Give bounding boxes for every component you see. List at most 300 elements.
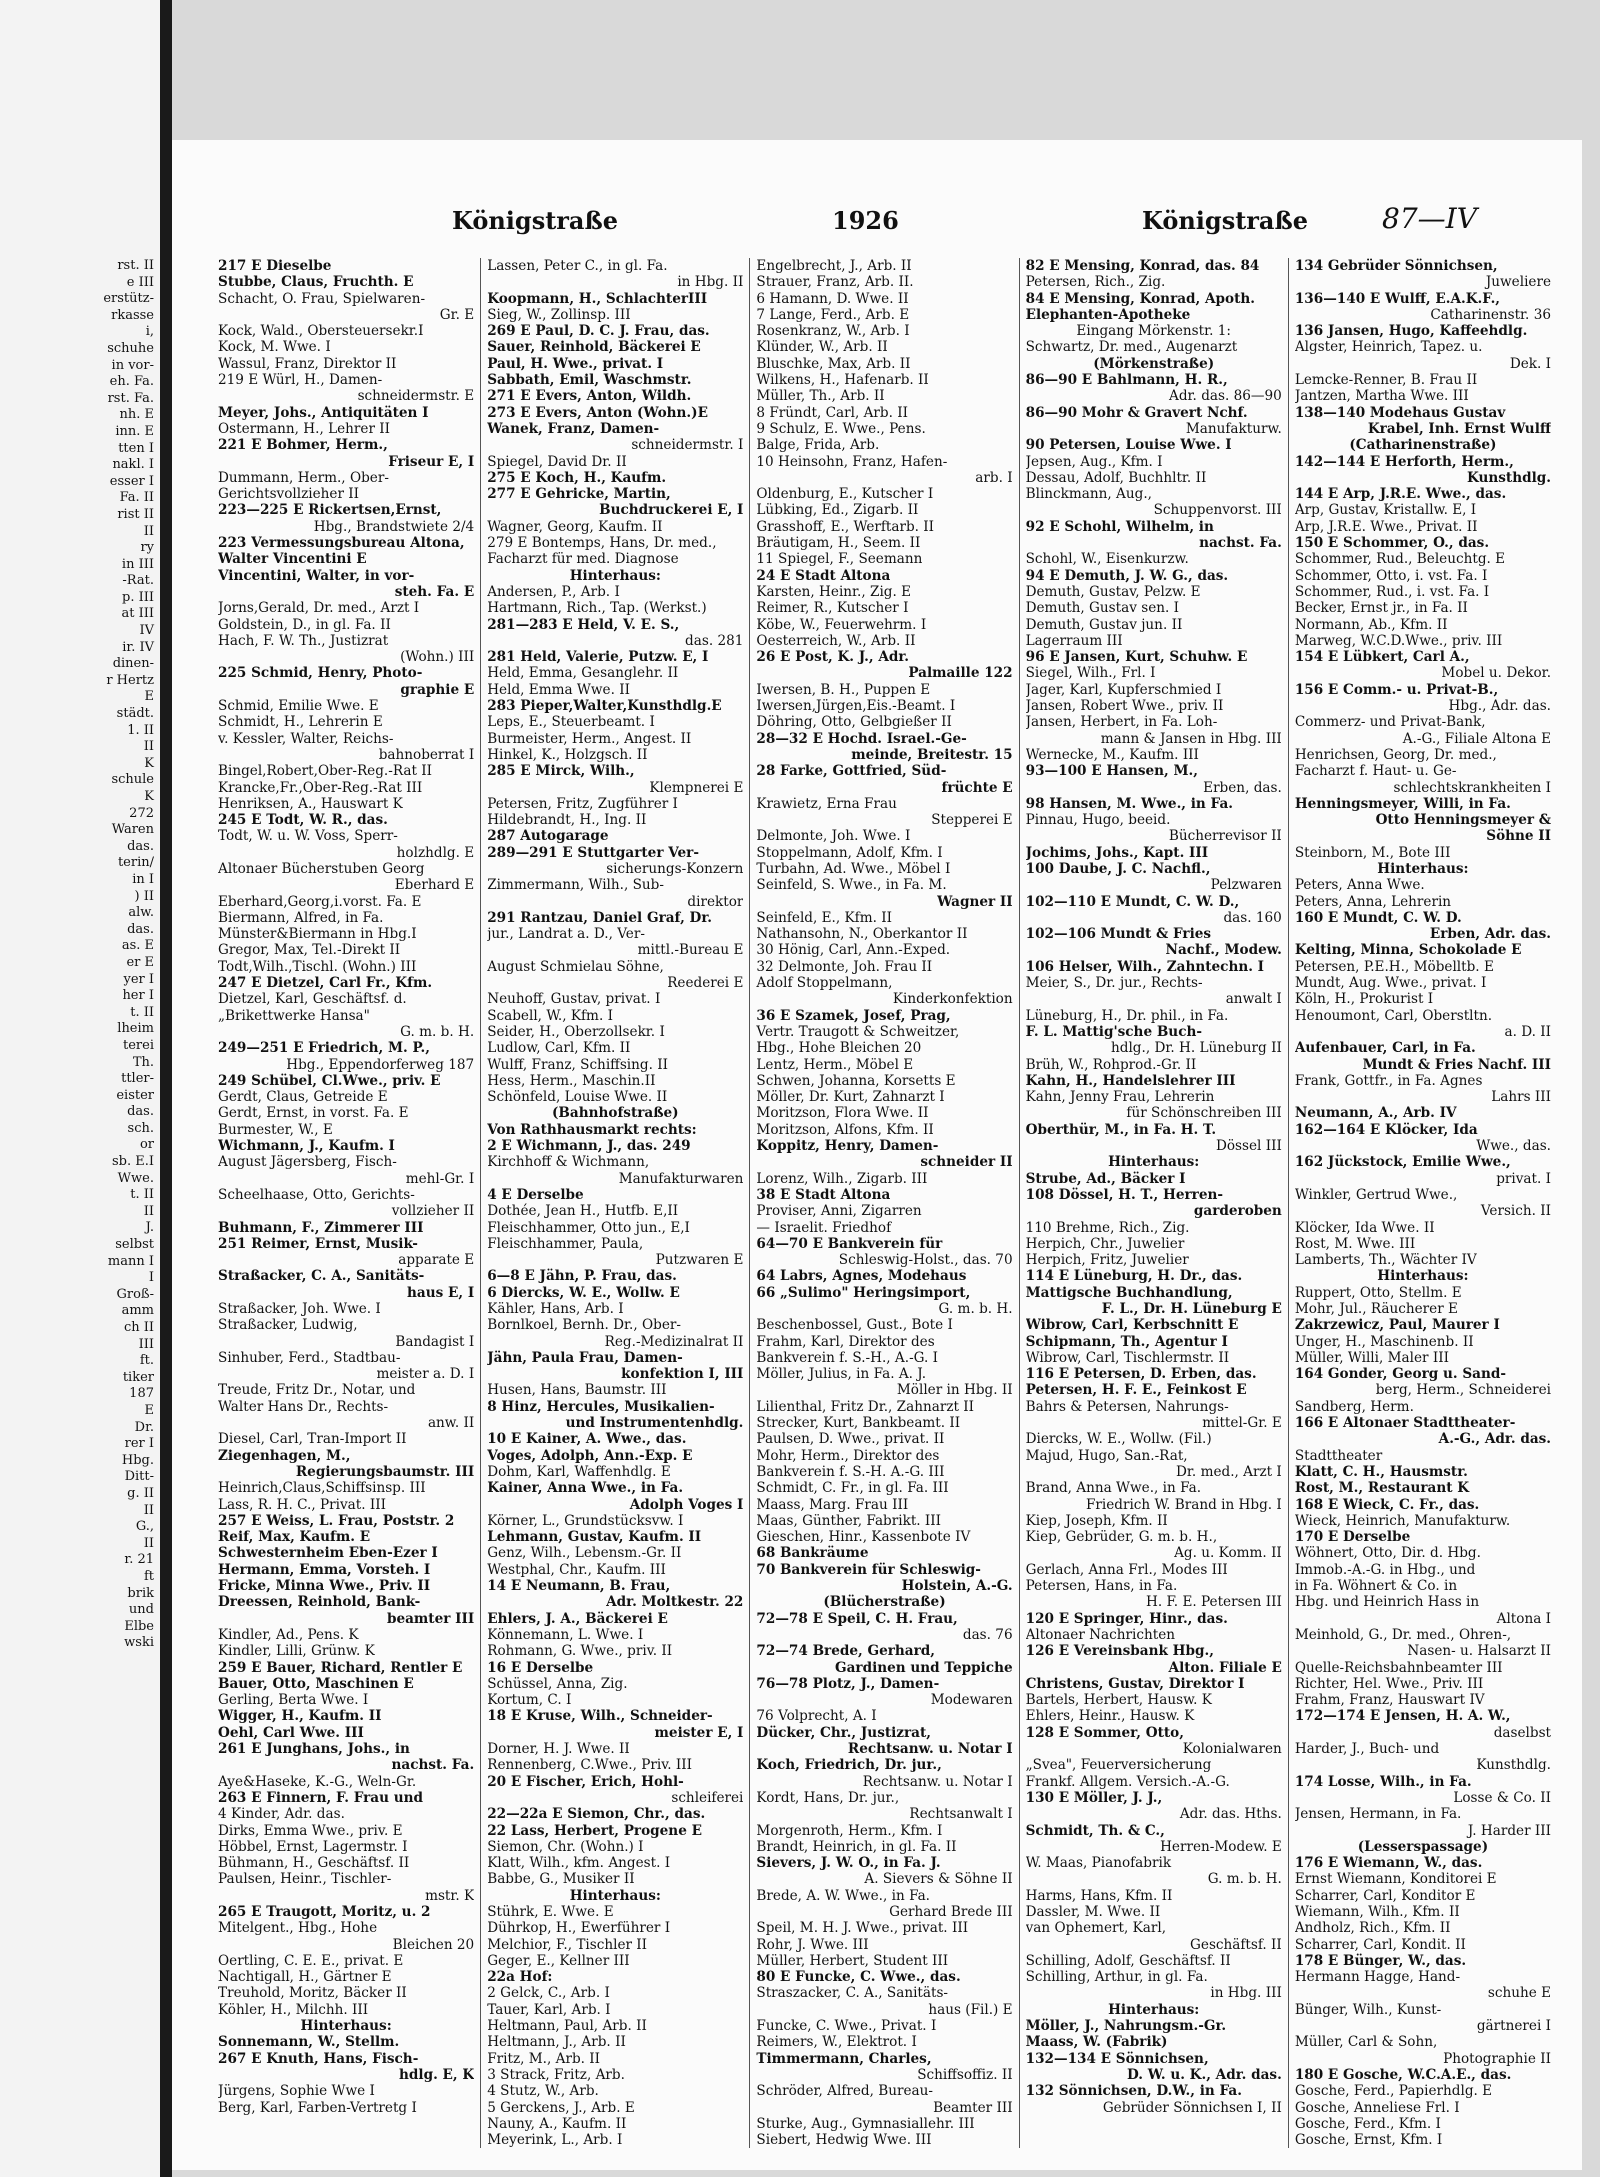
directory-entry: 30 Hönig, Carl, Ann.-Exped.: [756, 942, 951, 959]
directory-entry: Hinterhaus:: [1377, 860, 1469, 877]
directory-entry: 251 Reimer, Ernst, Musik-: [218, 1235, 418, 1252]
directory-entry: meinde, Breitestr. 15: [851, 746, 1013, 763]
directory-entry: Hbg. und Heinrich Hass in: [1294, 1594, 1480, 1611]
directory-entry: Bankverein f. S.-H., A.-G. I: [756, 1349, 939, 1366]
directory-entry: Husen, Hans, Baumstr. III: [487, 1382, 667, 1399]
directory-entry: Balge, Frida, Arb.: [756, 437, 880, 454]
directory-entry: Babbe, G., Musiker II: [487, 1871, 635, 1888]
fragment-line: g. II: [127, 1485, 154, 1501]
fragment-line: und: [128, 1602, 154, 1618]
column-2: [481, 258, 750, 2148]
directory-entry: Jensen, Hermann, in Fa.: [1294, 1806, 1462, 1823]
fragment-line: alw.: [128, 905, 154, 921]
directory-entry: Winkler, Gertrud Wwe.,: [1294, 1186, 1458, 1203]
fragment-line: rist II: [117, 506, 154, 522]
fragment-line: in vor-: [111, 357, 154, 373]
directory-entry: Diercks, W. E., Wollw. (Fil.): [1025, 1431, 1212, 1448]
directory-entry: Wibrow, Carl, Kerbschnitt E: [1025, 1317, 1239, 1334]
directory-entry: 64 Labrs, Agnes, Modehaus: [756, 1268, 967, 1285]
directory-entry: apparate E: [398, 1252, 475, 1269]
directory-entry: mann & Jansen in Hbg. III: [1100, 730, 1282, 747]
directory-entry: 108 Dössel, H. T., Herren-: [1025, 1186, 1224, 1203]
directory-entry: 76—78 Plotz, J., Damen-: [756, 1675, 940, 1692]
directory-entry: Dr. med., Arzt I: [1176, 1463, 1282, 1480]
directory-entry: 132 Sönnichsen, D.W., in Fa.: [1025, 2083, 1242, 2100]
directory-entry: — Israelit. Friedhof: [756, 1219, 892, 1236]
directory-entry: Mohr, Jul., Räucherer E: [1294, 1301, 1458, 1317]
directory-entry: Kindler, Lilli, Grünw. K: [218, 1643, 375, 1660]
directory-entry: Hbg., Brandstwiete 2/4: [313, 518, 475, 535]
directory-entry: Von Rathhausmarkt rechts:: [487, 1121, 697, 1138]
directory-entry: a. D. II: [1504, 1023, 1552, 1040]
directory-entry: in Hbg. II: [677, 274, 744, 291]
directory-entry: Lagerraum III: [1025, 632, 1123, 649]
directory-entry: Peters, Anna, Lehrerin: [1294, 893, 1452, 910]
directory-entry: Spiegel, David Dr. II: [487, 453, 627, 470]
fragment-line: tiker: [122, 1369, 154, 1385]
directory-entry: Strauer, Franz, Arb. II.: [756, 274, 914, 291]
directory-entry: Könnemann, L. Wwe. I: [487, 1626, 644, 1643]
directory-entry: Paulsen, Heinr., Tischler-: [218, 1871, 392, 1888]
directory-entry: Jochims, Johs., Kapt. III: [1025, 844, 1209, 861]
directory-entry: Jürgens, Sophie Wwe I: [218, 2083, 375, 2100]
directory-entry: 257 E Weiss, L. Frau, Poststr. 2: [218, 1512, 455, 1529]
fragment-line: das.: [127, 921, 154, 937]
directory-entry: Oertling, C. E. E., privat. E: [218, 1952, 404, 1969]
fragment-line: eister: [116, 1087, 154, 1103]
directory-entry: Höbbel, Ernst, Lagermstr. I: [218, 1838, 408, 1855]
directory-entry: Facharzt f. Haut- u. Ge-: [1294, 763, 1457, 780]
directory-entry: schleiferei: [671, 1789, 744, 1806]
directory-entry: Held, Emma, Gesanglehr. II: [487, 665, 679, 682]
directory-entry: 4 E Derselbe: [487, 1186, 584, 1203]
directory-entry: Münster&Biermann in Hbg.I: [218, 926, 417, 943]
directory-entry: Klöcker, Ida Wwe. II: [1294, 1219, 1435, 1236]
directory-entry: 102—106 Mundt & Fries: [1025, 926, 1212, 943]
street-name-left: Königstraße: [452, 206, 618, 235]
directory-entry: Schipmann, Th., Agentur I: [1025, 1333, 1228, 1350]
directory-entry: Dührkop, H., Ewerführer I: [487, 1920, 671, 1937]
directory-entry: Andersen, P., Arb. I: [487, 583, 620, 600]
directory-entry: Döhring, Otto, Gelbgießer II: [756, 714, 952, 731]
fragment-line: II: [143, 1203, 154, 1219]
directory-entry: Speil, M. H. J. Wwe., privat. III: [756, 1920, 969, 1937]
directory-entry: Kortum, C. I: [487, 1692, 572, 1709]
directory-entry: konfektion I, III: [621, 1366, 744, 1383]
directory-entry: Wassul, Franz, Direktor II: [218, 355, 397, 372]
directory-entry: Gregor, Max, Tel.-Direkt II: [218, 942, 401, 959]
directory-entry: Aufenbauer, Carl, in Fa.: [1294, 1040, 1476, 1057]
directory-entry: Geger, E., Kellner III: [487, 1952, 630, 1969]
directory-entry: 168 E Wieck, C. Fr., das.: [1294, 1496, 1480, 1513]
directory-entry: Schmidt, C. Fr., in gl. Fa. III: [756, 1480, 949, 1497]
directory-entry: Siemon, Chr. (Wohn.) I: [487, 1838, 644, 1855]
directory-entry: Adr. das. Hths.: [1179, 1806, 1282, 1823]
directory-entry: Losse & Co. II: [1453, 1789, 1552, 1806]
fragment-line: ft: [143, 1568, 154, 1584]
directory-entry: Hinterhaus:: [1377, 1268, 1469, 1285]
directory-entry: 70 Bankverein für Schleswig-: [756, 1561, 981, 1578]
directory-entry: Klatt, Wilh., kfm. Angest. I: [487, 1855, 671, 1872]
directory-entry: Herren-Modew. E: [1160, 1838, 1282, 1855]
directory-entry: Koppitz, Henry, Damen-: [756, 1138, 939, 1155]
directory-entry: Goldstein, D., in gl. Fa. II: [218, 616, 391, 633]
directory-entry: Iwersen,Jürgen,Eis.-Beamt. I: [756, 698, 956, 715]
directory-entry: 132—134 E Sönnichsen,: [1025, 2050, 1209, 2067]
fragment-line: eh. Fa.: [109, 374, 154, 390]
directory-entry: 82 E Mensing, Konrad, das. 84: [1025, 258, 1260, 274]
directory-entry: 3 Strack, Fritz, Arb.: [487, 2066, 625, 2083]
directory-entry: 22 Lass, Herbert, Progene E: [487, 1822, 702, 1839]
directory-entry: Sieg, W., Zollinsp. III: [487, 306, 631, 323]
directory-entry: Beschenbossel, Gust., Bote I: [756, 1317, 953, 1334]
directory-entry: das. 76: [962, 1626, 1013, 1643]
directory-entry: direktor: [687, 893, 744, 910]
directory-entry: 38 E Stadt Altona: [756, 1186, 891, 1203]
directory-entry: W. Maas, Pianofabrik: [1025, 1855, 1172, 1872]
directory-entry: Schüssel, Anna, Zig.: [487, 1675, 628, 1692]
directory-entry: Reimer, R., Kutscher I: [756, 600, 909, 617]
directory-entry: Ludlow, Carl, Kfm. II: [487, 1040, 631, 1057]
directory-entry: Seider, H., Oberzollsekr. I: [487, 1023, 665, 1040]
directory-entry: 14 E Neumann, B. Frau,: [487, 1578, 671, 1595]
directory-entry: Rost, M., Restaurant K: [1294, 1480, 1470, 1497]
fragment-line: Th.: [132, 1054, 154, 1070]
fragment-line: in I: [132, 871, 154, 887]
directory-entry: (Wohn.) III: [400, 649, 475, 666]
directory-entry: Dietzel, Karl, Geschäftsf. d.: [218, 991, 407, 1008]
directory-entry: Scharrer, Carl, Konditor E: [1294, 1887, 1476, 1904]
directory-entry: 247 E Dietzel, Carl Fr., Kfm.: [218, 975, 433, 992]
directory-entry: 134 Gebrüder Sönnichsen,: [1294, 258, 1498, 274]
directory-entry: Kindler, Ad., Pens. K: [218, 1626, 359, 1643]
directory-entry: Meinhold, G., Dr. med., Ohren-,: [1294, 1626, 1512, 1643]
directory-entry: 245 E Todt, W. R., das.: [218, 812, 388, 829]
directory-entry: 32 Delmonte, Joh. Frau II: [756, 958, 933, 975]
directory-entry: 22a Hof:: [487, 1969, 553, 1986]
directory-entry: Kiep, Joseph, Kfm. II: [1025, 1512, 1168, 1529]
directory-entry: berg, Herm., Schneiderei: [1375, 1382, 1552, 1399]
directory-entry: gärtnerei I: [1476, 2018, 1552, 2035]
directory-entry: Lahrs III: [1491, 1089, 1552, 1106]
directory-entry: Kainer, Anna Wwe., in Fa.: [487, 1480, 684, 1497]
fragment-line: K: [144, 755, 154, 771]
directory-entry: Mobel u. Dekor.: [1441, 665, 1552, 682]
directory-entry: Jorns,Gerald, Dr. med., Arzt I: [218, 600, 420, 617]
fragment-line: brik: [127, 1585, 154, 1601]
directory-entry: garderoben: [1193, 1203, 1282, 1220]
directory-entry: Straßacker, C. A., Sanitäts-: [218, 1268, 425, 1285]
directory-entry: J. Harder III: [1467, 1822, 1552, 1839]
directory-entry: Dössel III: [1215, 1138, 1282, 1155]
directory-entry: Hbg., Adr. das.: [1448, 698, 1552, 715]
directory-entry: 223 Vermessungsbureau Altona,: [218, 535, 465, 552]
directory-entry: Sauer, Reinhold, Bäckerei E: [487, 339, 701, 356]
directory-entry: Grasshoff, E., Werftarb. II: [756, 518, 935, 535]
fragment-line: IV: [139, 623, 154, 639]
directory-entry: 221 E Bohmer, Herm.,: [218, 437, 388, 454]
directory-entry: Wwe., das.: [1476, 1138, 1552, 1155]
directory-entry: Walter Hans Dr., Rechts-: [218, 1398, 389, 1415]
directory-entry: 281—283 E Held, V. E. S.,: [487, 616, 680, 633]
directory-entry: Wigger, H., Kaufm. II: [218, 1708, 382, 1725]
directory-entry: Pelzwaren: [1210, 877, 1282, 894]
directory-entry: Dorner, H. J. Wwe. II: [487, 1741, 630, 1758]
directory-entry: Fleischhammer, Paula,: [487, 1235, 644, 1252]
fragment-line: dinen-: [112, 656, 154, 672]
fragment-line: wski: [124, 1635, 154, 1651]
directory-entry: sicherungs-Konzern: [606, 860, 744, 877]
directory-entry: Dirks, Emma Wwe., priv. E: [218, 1822, 403, 1839]
directory-entry: Schmid, Emilie Wwe. E: [218, 698, 379, 715]
directory-entry: Pinnau, Hugo, beeid.: [1025, 812, 1171, 829]
directory-entry: Harms, Hans, Kfm. II: [1025, 1887, 1173, 1904]
directory-entry: Scabell, W., Kfm. I: [487, 1007, 613, 1024]
column-3: [750, 258, 1019, 2148]
fragment-line: rkasse: [111, 307, 154, 323]
directory-entry: vollzieher II: [391, 1203, 475, 1220]
directory-entry: 265 E Traugott, Moritz, u. 2: [218, 1903, 431, 1920]
directory-entry: Funcke, C. Wwe., Privat. I: [756, 2018, 937, 2035]
directory-entry: Treude, Fritz Dr., Notar, und: [218, 1382, 416, 1399]
fragment-line: ry: [140, 540, 154, 556]
previous-page-text: [0, 0, 160, 1652]
directory-entry: Rechtsanw. u. Notar I: [847, 1741, 1013, 1758]
directory-entry: Rohr, J. Wwe. III: [756, 1936, 869, 1953]
directory-entry: Lemcke-Renner, B. Frau II: [1294, 372, 1478, 389]
directory-entry: Körner, L., Grundstücksvw. I: [487, 1512, 684, 1529]
directory-entry: 178 E Bünger, W., das.: [1294, 1952, 1467, 1969]
directory-entry: Klatt, C. H., Hausmstr.: [1294, 1463, 1468, 1480]
directory-entry: Heinrich,Claus,Schiffsinsp. III: [218, 1480, 426, 1497]
directory-entry: Stubbe, Claus, Fruchth. E: [218, 274, 414, 291]
directory-entry: 283 Pieper,Walter,Kunsthdlg.E: [487, 698, 722, 715]
directory-entry: Wagner, Georg, Kaufm. II: [487, 518, 663, 535]
directory-entry: Bräutigam, H., Seem. II: [756, 535, 921, 552]
directory-entry: Rost, M. Wwe. III: [1294, 1235, 1416, 1252]
fragment-line: at III: [121, 606, 154, 622]
directory-entry: Mitelgent., Hbg., Hohe: [218, 1920, 378, 1937]
directory-entry: Strube, Ad., Bäcker I: [1025, 1170, 1186, 1187]
directory-entry: Frank, Gottfr., in Fa. Agnes: [1294, 1072, 1483, 1089]
directory-entry: Hinkel, K., Holzgsch. II: [487, 746, 648, 763]
directory-entry: Treuhold, Moritz, Bäcker II: [218, 1985, 407, 2002]
year: 1926: [832, 206, 899, 235]
fragment-line: -Rat.: [122, 573, 154, 589]
directory-entry: H. F. E. Petersen III: [1146, 1594, 1282, 1611]
directory-entry: Stoppelmann, Adolf, Kfm. I: [756, 844, 943, 861]
directory-entry: Ehlers, J. A., Bäckerei E: [487, 1610, 668, 1627]
directory-entry: Gieschen, Hinr., Kassenbote IV: [756, 1529, 971, 1546]
directory-entry: 8 Hinz, Hercules, Musikalien-: [487, 1398, 715, 1415]
fragment-line: lheim: [117, 1021, 154, 1037]
directory-entry: Gerdt, Ernst, in vorst. Fa. E: [218, 1105, 409, 1122]
directory-entry: Strecker, Kurt, Bankbeamt. II: [756, 1415, 961, 1432]
directory-entry: Petersen, H. F. E., Feinkost E: [1025, 1382, 1247, 1399]
directory-entry: Bühmann, H., Geschäftsf. II: [218, 1855, 410, 1872]
directory-entry: 94 E Demuth, J. W. G., das.: [1025, 567, 1229, 584]
fragment-line: i,: [145, 324, 154, 340]
directory-entry: in Fa. Wöhnert & Co. in: [1294, 1578, 1458, 1595]
directory-entry: Nathansohn, N., Oberkantor II: [756, 926, 968, 943]
directory-entry: 10 Heinsohn, Franz, Hafen-: [756, 453, 948, 470]
directory-entry: Dassler, M. Wwe. II: [1025, 1903, 1161, 1920]
directory-entry: Hinterhaus:: [1108, 1154, 1200, 1171]
fragment-line: e III: [126, 274, 154, 290]
directory-entry: Bartels, Herbert, Hausw. K: [1025, 1692, 1212, 1709]
fragment-line: terin/: [117, 855, 154, 871]
directory-entry: 172—174 E Jensen, H. A. W.,: [1294, 1708, 1511, 1725]
directory-entry: 6 Hamann, D. Wwe. II: [756, 290, 909, 307]
directory-entry: 100 Daube, J. C. Nachfl.,: [1025, 860, 1211, 877]
directory-entry: Hbg., Eppendorferweg 187: [286, 1056, 475, 1073]
directory-entry: Bücherrevisor II: [1168, 828, 1282, 845]
directory-entry: Bandagist I: [395, 1333, 475, 1350]
directory-entry: 84 E Mensing, Konrad, Apoth.: [1025, 290, 1256, 307]
directory-entry: 164 Gonder, Georg u. Sand-: [1294, 1366, 1506, 1383]
directory-entry: Tauer, Karl, Arb. I: [487, 2001, 611, 2018]
directory-entry: Straßacker, Ludwig,: [218, 1317, 358, 1334]
directory-entry: Rechtsanwalt I: [909, 1806, 1013, 1823]
directory-entry: Altonaer Nachrichten: [1025, 1626, 1175, 1643]
directory-entry: 28 Farke, Gottfried, Süd-: [756, 763, 947, 780]
directory-entry: G. m. b. H.: [1207, 1871, 1282, 1888]
directory-entry: 20 E Fischer, Erich, Hohl-: [487, 1773, 684, 1790]
directory-entry: Erben, das.: [1203, 779, 1282, 796]
directory-entry: Friedrich W. Brand in Hbg. I: [1085, 1496, 1282, 1513]
directory-entry: 176 E Wiemann, W., das.: [1294, 1855, 1483, 1872]
directory-entry: Dreessen, Reinhold, Bank-: [218, 1594, 421, 1611]
directory-entry: 2 Gelck, C., Arb. I: [487, 1985, 610, 2002]
directory-entry: Jantzen, Martha Wwe. III: [1294, 388, 1469, 405]
directory-entry: Gebrüder Sönnichsen I, II: [1102, 2099, 1282, 2116]
directory-entry: Immob.-A.-G. in Hbg., und: [1294, 1561, 1476, 1578]
fragment-line: 1. II: [127, 722, 154, 738]
directory-entry: F. L. Mattig'sche Buch-: [1025, 1023, 1202, 1040]
directory-entry: Jansen, Herbert, in Fa. Loh-: [1025, 714, 1218, 731]
fragment-line: ch II: [123, 1320, 154, 1335]
fragment-line: J.: [145, 1220, 154, 1236]
fragment-line: in III: [121, 556, 154, 572]
directory-entry: mstr. K: [425, 1887, 475, 1904]
directory-entry: Lamberts, Th., Wächter IV: [1294, 1252, 1477, 1269]
directory-entry: Kinderkonfektion: [892, 991, 1013, 1008]
directory-entry: Koch, Friedrich, Dr. jur.,: [756, 1757, 942, 1774]
directory-entry: Facharzt für med. Diagnose: [487, 551, 679, 568]
directory-entry: 120 E Springer, Hinr., das.: [1025, 1610, 1228, 1627]
directory-entry: Neumann, A., Arb. IV: [1294, 1105, 1457, 1122]
directory-entry: Becker, Ernst jr., in Fa. II: [1294, 600, 1468, 617]
directory-entry: Dücker, Chr., Justizrat,: [756, 1724, 931, 1741]
directory-entry: Straszacker, C. A., Sanitäts-: [756, 1985, 949, 2002]
directory-entry: Algster, Heinrich, Tapez. u.: [1294, 339, 1483, 356]
directory-entry: Kahn, Jenny Frau, Lehrerin: [1025, 1089, 1215, 1106]
directory-entry: 11 Spiegel, F., Seemann: [756, 551, 923, 568]
directory-entry: Gosche, Ferd., Papierhdlg. E: [1294, 2083, 1493, 2100]
directory-entry: Engelbrecht, J., Arb. II: [756, 258, 912, 274]
directory-entry: Schuppenvorst. III: [1153, 502, 1282, 519]
directory-entry: 271 E Evers, Anton, Wildh.: [487, 388, 692, 405]
directory-entry: Jager, Karl, Kupferschmied I: [1025, 681, 1222, 698]
directory-entry: 106 Helser, Wilh., Zahntechn. I: [1025, 958, 1265, 975]
directory-entry: Frankf. Allgem. Versich.-A.-G.: [1025, 1773, 1230, 1790]
directory-entry: Peters, Anna Wwe.: [1294, 877, 1425, 894]
fragment-line: Dr.: [134, 1419, 154, 1435]
directory-entry: 130 E Möller, J. J.,: [1025, 1789, 1163, 1806]
directory-entry: steh. Fa. E: [394, 583, 475, 600]
directory-entry: Eberhard E: [394, 877, 475, 894]
directory-entry: Ag. u. Komm. II: [1174, 1545, 1282, 1562]
fragment-line: terei: [123, 1037, 154, 1053]
directory-entry: Schilling, Adolf, Geschäftsf. II: [1025, 1952, 1231, 1969]
fragment-line: sb. E.I: [111, 1154, 154, 1170]
directory-entry: Petersen, P.E.H., Möbelltb. E: [1294, 958, 1494, 975]
directory-entry: arb. I: [975, 469, 1013, 486]
directory-entry: August Schmielau Söhne,: [487, 958, 664, 975]
directory-entry: 273 E Evers, Anton (Wohn.)E: [487, 404, 708, 421]
directory-entry: 2 E Wichmann, J., das. 249: [487, 1138, 691, 1155]
directory-entry: Melchior, F., Tischler II: [487, 1936, 648, 1953]
fragment-line: as. E: [121, 938, 154, 954]
fragment-line: amm: [121, 1303, 154, 1319]
directory-entry: 219 E Würl, H., Damen-: [218, 372, 383, 389]
fragment-line: erstütz-: [103, 291, 154, 307]
directory-entry: Schiffsoffiz. II: [917, 2066, 1013, 2083]
directory-entry: Möller, Julius, in Fa. A. J.: [756, 1366, 927, 1383]
directory-columns: [212, 258, 1557, 2148]
directory-entry: Beamter III: [933, 2099, 1013, 2116]
directory-entry: Dummann, Herm., Ober-: [218, 469, 389, 486]
directory-entry: Dessau, Adolf, Buchhltr. II: [1025, 469, 1207, 486]
directory-entry: Modewaren: [930, 1692, 1013, 1709]
fragment-line: t. II: [130, 1004, 154, 1020]
directory-entry: Jansen, Robert Wwe., priv. II: [1025, 698, 1224, 715]
directory-entry: G. m. b. H.: [938, 1301, 1013, 1317]
fragment-line: das.: [127, 1104, 154, 1120]
fragment-line: G.,: [135, 1519, 154, 1535]
directory-entry: Proviser, Anni, Zigarren: [756, 1203, 922, 1220]
directory-entry: Nachtigall, H., Gärtner E: [218, 1969, 392, 1986]
directory-entry: Paulsen, D. Wwe., privat. II: [756, 1431, 945, 1448]
directory-entry: Kock, M. Wwe. I: [218, 339, 331, 356]
directory-entry: haus E, I: [407, 1284, 475, 1301]
directory-entry: 6—8 E Jähn, P. Frau, das.: [487, 1268, 677, 1285]
directory-entry: Gardinen und Teppiche: [835, 1659, 1013, 1676]
directory-entry: Alton. Filiale E: [1168, 1659, 1282, 1676]
directory-entry: Hermann, Emma, Vorsteh. I: [218, 1561, 431, 1578]
directory-entry: 102—110 E Mundt, C. W. D.,: [1025, 893, 1240, 910]
directory-entry: 24 E Stadt Altona: [756, 567, 891, 584]
directory-entry: Andholz, Rich., Kfm. II: [1294, 1920, 1451, 1937]
directory-entry: Kunsthdlg.: [1476, 1757, 1552, 1774]
directory-entry: Kordt, Hans, Dr. jur.,: [756, 1789, 900, 1806]
directory-entry: Kock, Wald., Obersteuersekr.I: [218, 323, 424, 340]
directory-entry: Normann, Ab., Kfm. II: [1294, 616, 1448, 633]
directory-entry: Müller, Th., Arb. II: [756, 388, 885, 405]
directory-entry: Seinfeld, S. Wwe., in Fa. M.: [756, 877, 947, 894]
directory-entry: Buchdruckerei E, I: [599, 502, 744, 519]
directory-entry: 166 E Altonaer Stadttheater-: [1294, 1415, 1516, 1432]
directory-entry: Ernst Wiemann, Konditorei E: [1294, 1871, 1497, 1888]
directory-entry: Regierungsbaumstr. III: [295, 1463, 475, 1480]
directory-entry: Moritzson, Flora Wwe. II: [756, 1105, 929, 1122]
directory-entry: Stührk, E. Wwe. E: [487, 1903, 614, 1920]
fragment-line: nh. E: [119, 407, 154, 423]
directory-entry: Reg.-Medizinalrat II: [604, 1333, 744, 1350]
directory-entry: Turbahn, Ad. Wwe., Möbel I: [756, 860, 951, 877]
directory-entry: Siegel, Wilh., Frl. I: [1025, 665, 1156, 682]
directory-entry: 144 E Arp, J.R.E. Wwe., das.: [1294, 486, 1507, 503]
